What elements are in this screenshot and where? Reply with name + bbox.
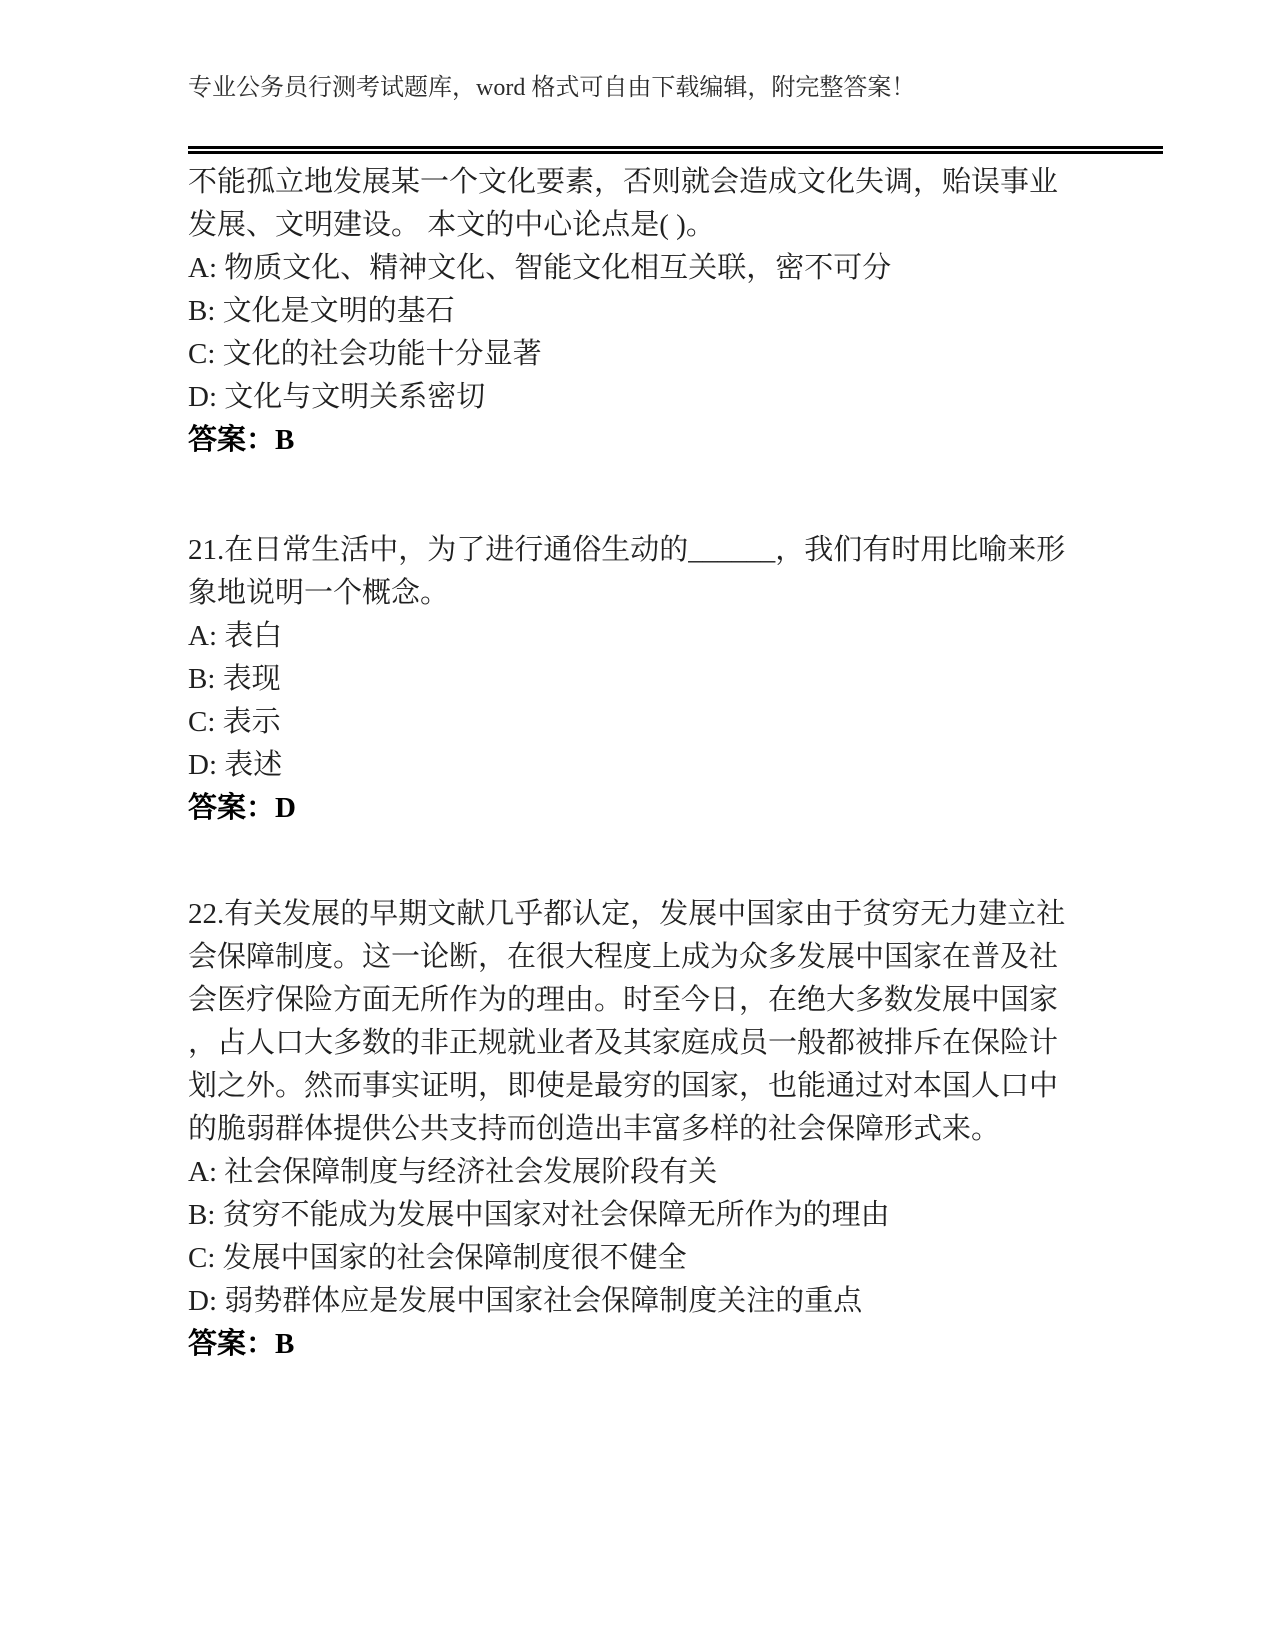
option-a: A: 表白 xyxy=(188,620,283,652)
question-block-22 xyxy=(188,893,1175,1366)
question-block-20 xyxy=(188,161,1175,462)
question-stem-line: 会保障制度。这一论断，在很大程度上成为众多发展中国家在普及社 xyxy=(188,941,1059,973)
option-d: D: 弱势群体应是发展中国家社会保障制度关注的重点 xyxy=(188,1285,863,1317)
question-stem-line: 不能孤立地发展某一个文化要素，否则就会造成文化失调，贻误事业 xyxy=(188,166,1059,198)
answer-line: 答案：B xyxy=(188,1328,295,1360)
answer-line: 答案：D xyxy=(188,792,296,824)
question-stem-line: 象地说明一个概念。 xyxy=(188,577,450,609)
document-body xyxy=(188,161,1175,1366)
option-d: D: 表述 xyxy=(188,749,283,781)
option-c: C: 表示 xyxy=(188,706,281,738)
question-stem-line: 划之外。然而事实证明，即使是最穷的国家，也能通过对本国人口中 xyxy=(188,1070,1059,1102)
option-c: C: 文化的社会功能十分显著 xyxy=(188,338,542,370)
option-a: A: 社会保障制度与经济社会发展阶段有关 xyxy=(188,1156,718,1188)
question-stem-line: ，占人口大多数的非正规就业者及其家庭成员一般都被排斥在保险计 xyxy=(188,1027,1059,1059)
option-b: B: 贫穷不能成为发展中国家对社会保障无所作为的理由 xyxy=(188,1199,890,1231)
option-b: B: 表现 xyxy=(188,663,281,695)
header-divider-rule xyxy=(188,146,1163,154)
option-b: B: 文化是文明的基石 xyxy=(188,295,455,327)
answer-line: 答案：B xyxy=(188,424,295,456)
question-stem-line: 21.在日常生活中，为了进行通俗生动的______，我们有时用比喻来形 xyxy=(188,534,1066,566)
option-a: A: 物质文化、精神文化、智能文化相互关联，密不可分 xyxy=(188,252,892,284)
option-d: D: 文化与文明关系密切 xyxy=(188,381,486,413)
option-c: C: 发展中国家的社会保障制度很不健全 xyxy=(188,1242,687,1274)
question-stem-line: 22.有关发展的早期文献几乎都认定，发展中国家由于贫穷无力建立社 xyxy=(188,898,1066,930)
question-block-21 xyxy=(188,529,1175,830)
question-stem-line: 发展、文明建设。 本文的中心论点是( )。 xyxy=(188,209,715,241)
question-stem-line: 会医疗保险方面无所作为的理由。时至今日，在绝大多数发展中国家 xyxy=(188,984,1059,1016)
document-header-text: 专业公务员行测考试题库，word 格式可自由下载编辑，附完整答案！ xyxy=(188,75,916,101)
question-stem-line: 的脆弱群体提供公共支持而创造出丰富多样的社会保障形式来。 xyxy=(188,1113,1001,1145)
